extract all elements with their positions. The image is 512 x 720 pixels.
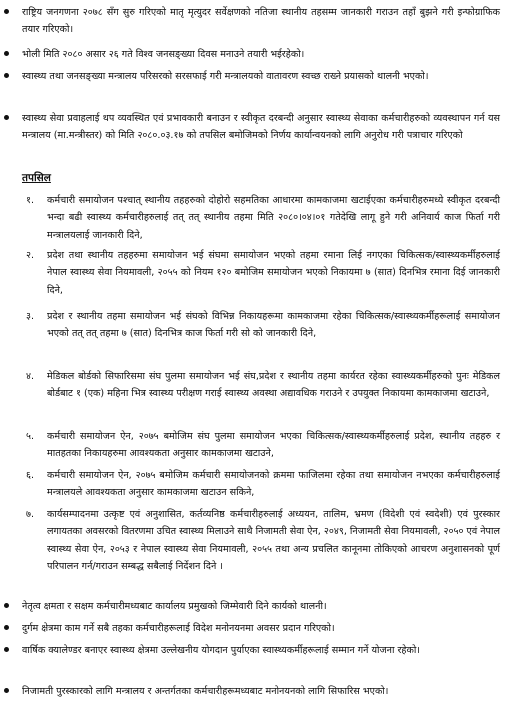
bullet-text: भोली मिति २०८० असार २६ गते विश्व जनसङ्ख्या दिवस मनाउने तयारी भईरहेको। [22,49,305,60]
bullet-text: राष्ट्रिय जनगणना २०७८ सँग सुरु गरिएको मातृ मृत्युदर सर्वेक्षणको नतिजा स्थानीय तहसम्म जानकारी गराउन तहाँ बुझने गरी इन्फोग्राफिक तयार गरिएको। [22,7,500,36]
item-text: कर्मचारी समायोजन ऐन, २०७५ बमोजिम कर्मचारी समायोजनको क्रममा फाजिलमा रहेका तथा समायोजन नभएका कर्मचारीहरुलाई मन्त्रालयले आवश्यकता अनुसार कामकाजमा खटाउन सकिने, [47,470,500,499]
numbered-item [0,192,500,244]
bullet-icon [4,647,9,652]
bullet-text: स्वास्थ्य तथा जनसङ्ख्या मन्त्रालय परिसरको सरसफाई गरी मन्त्रालयको वातावरण स्वच्छ राख्ने प्रयासको थालनी भएको। [22,71,429,82]
bullet-text: नेतृत्व क्षमता र सक्षम कर्मचारीमध्यबाट कार्यालय प्रमुखको जिम्मेवारी दिने कार्यको थालनी। [22,601,327,612]
numbered-item [0,368,500,403]
bullet-text: दुर्गम क्षेत्रमा काम गर्ने सबै तहका कर्मचारीहरूलाई विदेश मनोनयनमा अवसर प्रदान गरिएको। [22,623,335,634]
bullet-text: निजामती पुरस्कारको लागि मन्त्रालय र अन्तर्गतका कर्मचारीहरूमध्यबाट मनोनयनको लागि सिफारिस भएको। [22,686,389,697]
numbered-item [0,308,500,343]
numbered-item [0,506,500,575]
bullet-icon [4,688,9,693]
item-text: कार्यसम्पादनमा उत्कृष्ट एवं अनुशासित, कर्तव्यनिष्ठ कर्मचारीहरुलाई अध्ययन, तालिम, भ्रमण (विदेशी एवं स्वदेशी) एवं पुरस्कार लगायतका अवसरको वितरणमा उचित स्वास्थ्य मिलाउने साथै निजामती सेवा ऐन, २०४९, निजामती सेवा नियमावली, २०५० एवं नेपाल स्वास्थ्य सेवा ऐन, २०५३ र नेपाल स्वास्थ्य सेवा नियमावली, २०५५ तथा अन्य प्रचलित कानूनमा तोकिएको आचरण अनुशासनको पूर्ण परिपालन गर्न/गराउन सम्बद्ध सबैलाई निर्देशन दिने । [47,509,500,572]
list-item [0,110,500,145]
bullet-icon [4,51,9,56]
item-number: १. [26,195,35,206]
bullet-icon [4,603,9,608]
bullet-text: वार्षिक क्यालेण्डर बनाएर स्वास्थ्य क्षेत्रमा उल्लेखनीय योगदान पुर्याएका स्वास्थ्यकर्मीहरूलाई सम्मान गर्ने योजना रहेको। [22,645,421,656]
bullet-icon [4,115,9,120]
item-text: कर्मचारी समायोजन ऐन, २०७५ बमोजिम संघ पुलमा समायोजन भएका चिकित्सक/स्वास्थ्यकर्मीहरुलाई प्रदेश, स्थानीय तहहरु र मातहतका निकायहरुमा आवश्यकता अनुसार कामकाजमा खटाउने, [47,431,500,460]
list-item [0,642,500,659]
numbered-item [0,467,500,502]
list-item [0,4,500,39]
list-item [0,46,500,63]
numbered-item [0,247,500,299]
item-text: कर्मचारी समायोजन पश्चात् स्थानीय तहहरुको दोहोरो सहमतिका आधारमा कामकाजमा खटाईएका कर्मचारीहरुमध्ये स्वीकृत दरबन्दी भन्दा बढी स्वास्थ्य कर्मचारीहरुलाई तत् तत् स्थानीय तहमा मिति २०८०।०४।०१ गतेदेखि लागू हुने गरी अनिवार्य काज फिर्ता गरी मन्त्रालयलाई जानकारी दिने, [47,195,500,241]
bullet-icon [4,73,9,78]
item-number: ७. [26,509,35,520]
item-number: ३. [26,311,35,322]
item-number: ५. [26,431,35,442]
list-item [0,620,500,637]
list-item [0,683,500,700]
section-heading: तपसिल [22,172,51,184]
numbered-item [0,428,500,463]
bullet-icon [4,9,9,14]
item-number: ६. [26,470,35,481]
list-item [0,68,500,85]
list-item [0,598,500,615]
item-number: २. [26,250,35,261]
item-text: मेडिकल बोर्डको सिफारिसमा संघ पुलमा समायोजन भई संघ,प्रदेश र स्थानीय तहमा कार्यरत रहेका स्वास्थ्यकर्मीहरुको पुनः मेडिकल बोर्डबाट १ (एक) महिना भित्र स्वास्थ्य परीक्षण गराई स्वास्थ्य अवस्था अद्यावधिक गराउने र उपयुक्त निकायमा कामकाजमा खटाउने, [47,371,500,400]
item-number: ४. [26,371,35,382]
item-text: प्रदेश तथा स्थानीय तहहरुमा समायोजन भई संघमा समायोजन भएको तहमा रमाना लिई नगएका चिकित्सक/स्वास्थ्यकर्मीहरुलाई नेपाल स्वास्थ्य सेवा नियमावली, २०५५ को नियम १२० बमोजिम समायोजन भएको निकायमा ७ (सात) दिनभित्र रमाना दिई जानकारी दिने, [47,250,500,296]
item-text: प्रदेश र स्थानीय तहमा समायोजन भई संघको विभिन्न निकायहरूमा कामकाजमा रहेका चिकित्सक/स्वास्थ्यकर्मीहरूलाई समायोजन भएको तत् तत् तहमा ७ (सात) दिनभित्र काज फिर्ता गरी सो को जानकारी दिने, [47,311,500,340]
bullet-text: स्वास्थ्य सेवा प्रवाहलाई थप व्यवस्थित एवं प्रभावकारी बनाउन र स्वीकृत दरबन्दी अनुसार स्वास्थ्य सेवाका कर्मचारीहरुको व्यवस्थापन गर्न यस मन्त्रालय (मा.मन्त्रीस्तर) को मिति २०८०.०३.१७ को तपसिल बमोजिमको निर्णय कार्यान्वयनको लागि अनुरोध गरी पत्राचार गरिएको [22,113,500,142]
bullet-icon [4,625,9,630]
